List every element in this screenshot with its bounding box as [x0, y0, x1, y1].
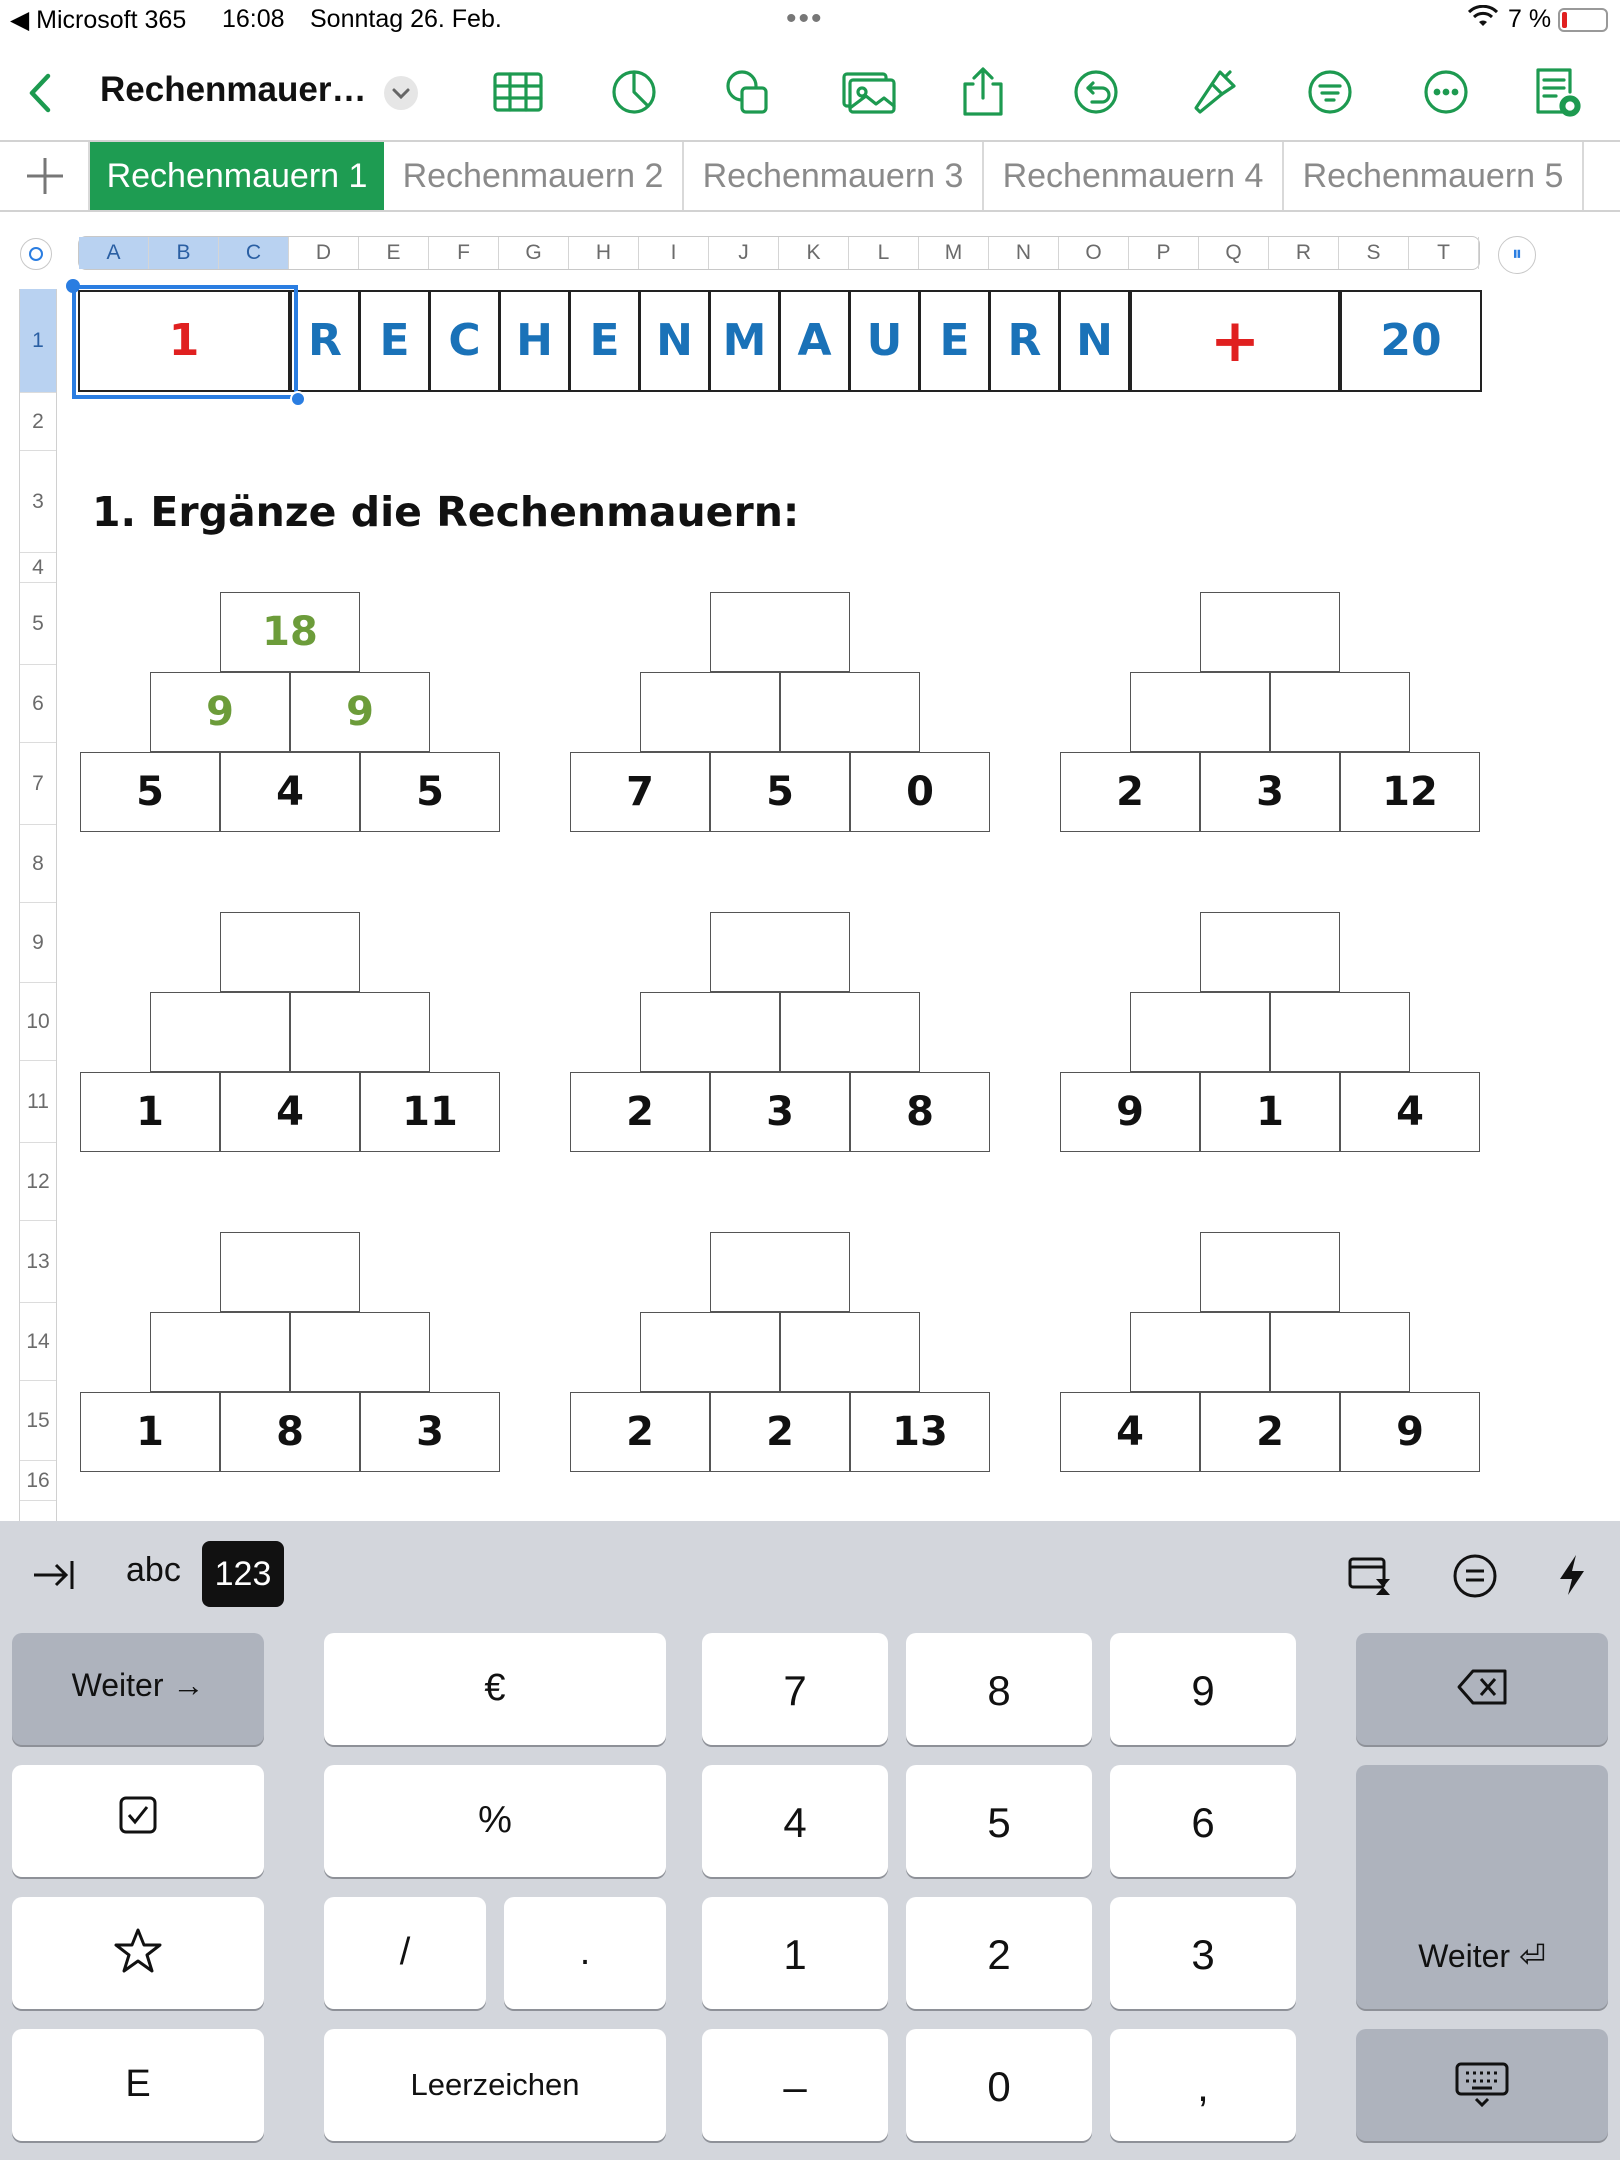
- tab-rechenmauern-1[interactable]: Rechenmauern 1: [90, 142, 384, 210]
- column-header-j[interactable]: J: [709, 237, 779, 269]
- wall-bottom-brick[interactable]: 3: [360, 1392, 500, 1472]
- column-header-q[interactable]: Q: [1199, 237, 1269, 269]
- row-header-15[interactable]: 15: [20, 1381, 56, 1461]
- status-time: 16:08: [222, 5, 285, 33]
- formula-equals-icon[interactable]: [1452, 1553, 1498, 1599]
- title-letter-cell[interactable]: [570, 290, 640, 392]
- cell-selection-outline[interactable]: [72, 285, 298, 399]
- key-minus[interactable]: [702, 2029, 888, 2141]
- key-label-n4: 4: [783, 1799, 807, 1846]
- checkbox-key[interactable]: [12, 1765, 264, 1877]
- column-header-g[interactable]: G: [499, 237, 569, 269]
- e-key[interactable]: [12, 2029, 264, 2141]
- wall-middle-brick[interactable]: [1130, 992, 1270, 1072]
- row-header-16[interactable]: 16: [20, 1461, 56, 1501]
- title-letter: N: [1076, 315, 1113, 366]
- review-icon[interactable]: [1528, 64, 1584, 120]
- toolbar: [0, 40, 1620, 140]
- column-header-b[interactable]: B: [149, 237, 219, 269]
- row-header-3[interactable]: 3: [20, 451, 56, 553]
- title-letter-cell[interactable]: [920, 290, 990, 392]
- key-label-minus: –: [783, 2063, 807, 2110]
- wall-middle-brick[interactable]: [150, 992, 290, 1072]
- wall-bottom-brick[interactable]: 2: [570, 1072, 710, 1152]
- key-label-n2: 2: [987, 1931, 1011, 1978]
- key-label-n5: 5: [987, 1799, 1011, 1846]
- wall-bottom-brick[interactable]: 12: [1340, 752, 1480, 832]
- page-number-cell[interactable]: [78, 290, 290, 392]
- column-header-n[interactable]: N: [989, 237, 1059, 269]
- back-chevron-icon[interactable]: [20, 68, 60, 118]
- wall-bottom-brick[interactable]: 2: [710, 1392, 850, 1472]
- share-icon[interactable]: [955, 64, 1011, 120]
- title-letter-cell[interactable]: [290, 290, 360, 392]
- wall-middle-brick[interactable]: 9: [290, 672, 430, 752]
- key-n8[interactable]: [906, 1633, 1092, 1745]
- keyboard-dismiss-icon: [1356, 2061, 1608, 2117]
- row-header-8[interactable]: 8: [20, 825, 56, 903]
- dot-key-label: .: [579, 1931, 591, 1973]
- rechenmauer-wall: [570, 912, 990, 1152]
- wall-bottom-brick[interactable]: 4: [1060, 1392, 1200, 1472]
- battery-percent: 7 %: [1508, 5, 1552, 33]
- key-label-n9: 9: [1191, 1667, 1215, 1714]
- column-header-r[interactable]: R: [1269, 237, 1339, 269]
- wall-bottom-brick[interactable]: 2: [1060, 752, 1200, 832]
- title-letter-cell[interactable]: [640, 290, 710, 392]
- rechenmauer-wall: [570, 1232, 990, 1472]
- back-app-label: Microsoft 365: [36, 6, 187, 34]
- column-header-d[interactable]: D: [289, 237, 359, 269]
- percent-key[interactable]: [324, 1765, 666, 1877]
- row-header-2[interactable]: 2: [20, 393, 56, 451]
- key-n5[interactable]: [906, 1765, 1092, 1877]
- title-letter: R: [1007, 315, 1042, 366]
- column-header-o[interactable]: O: [1059, 237, 1129, 269]
- undo-icon[interactable]: [1068, 64, 1124, 120]
- wall-middle-brick[interactable]: [1270, 672, 1410, 752]
- column-header-s[interactable]: S: [1339, 237, 1409, 269]
- tab-rechenmauern-5[interactable]: Rechenmauern 5: [1284, 142, 1584, 210]
- wall-bottom-brick[interactable]: 7: [570, 752, 710, 832]
- rechenmauer-wall: [1060, 592, 1480, 832]
- rechenmauer-wall: [80, 592, 500, 832]
- key-label-n7: 7: [783, 1667, 807, 1714]
- wall-middle-brick[interactable]: [780, 1312, 920, 1392]
- weiter-return-label: Weiter: [1418, 1938, 1511, 1974]
- wall-middle-brick[interactable]: [640, 1312, 780, 1392]
- chart-icon[interactable]: [606, 64, 662, 120]
- slash-key[interactable]: [324, 1897, 486, 2009]
- title-letter: H: [516, 315, 553, 366]
- column-header-k[interactable]: K: [779, 237, 849, 269]
- key-n9[interactable]: [1110, 1633, 1296, 1745]
- key-n7[interactable]: [702, 1633, 888, 1745]
- row-header-7[interactable]: 7: [20, 743, 56, 825]
- key-n3[interactable]: [1110, 1897, 1296, 2009]
- abc-mode-button[interactable]: abc: [126, 1551, 181, 1589]
- rechenmauer-wall: [570, 592, 990, 832]
- media-icon[interactable]: [840, 64, 896, 120]
- freeze-pane-handle-icon[interactable]: ⏸: [1498, 236, 1536, 274]
- wall-bottom-brick[interactable]: 5: [710, 752, 850, 832]
- key-n4[interactable]: [702, 1765, 888, 1877]
- key-n6[interactable]: [1110, 1765, 1296, 1877]
- column-header-bar[interactable]: [78, 236, 1480, 270]
- row-header-10[interactable]: 10: [20, 983, 56, 1061]
- shapes-icon[interactable]: [720, 64, 776, 120]
- weiter-return-button[interactable]: Weiter ⏎: [1356, 1765, 1608, 2009]
- key-label-n6: 6: [1191, 1799, 1215, 1846]
- dismiss-keyboard-key[interactable]: [1356, 2029, 1608, 2141]
- title-letter-cell[interactable]: [360, 290, 430, 392]
- column-header-e[interactable]: E: [359, 237, 429, 269]
- wifi-icon: [1468, 5, 1498, 36]
- column-header-f[interactable]: F: [429, 237, 499, 269]
- key-label-n8: 8: [987, 1667, 1011, 1714]
- row-header-bar[interactable]: [19, 289, 57, 1521]
- title-letter: E: [379, 315, 410, 366]
- percent-key-label: %: [478, 1799, 512, 1841]
- wall-bottom-brick[interactable]: 9: [1060, 1072, 1200, 1152]
- multitask-dots-icon[interactable]: •••: [786, 2, 824, 35]
- status-date: Sonntag 26. Feb.: [310, 5, 502, 33]
- wall-bottom-brick[interactable]: 2: [1200, 1392, 1340, 1472]
- select-all-button[interactable]: [20, 238, 52, 270]
- e-key-label: E: [125, 2063, 151, 2105]
- wall-top-brick[interactable]: 18: [220, 592, 360, 672]
- key-label-comma: ,: [1197, 2063, 1209, 2110]
- weiter-next-button[interactable]: Weiter →: [12, 1633, 264, 1745]
- page-number: 1: [168, 315, 200, 366]
- row-header-4[interactable]: 4: [20, 553, 56, 583]
- row-header-12[interactable]: 12: [20, 1143, 56, 1221]
- column-header-l[interactable]: L: [849, 237, 919, 269]
- wall-bottom-brick[interactable]: 4: [220, 1072, 360, 1152]
- tab-rechenmauern-2[interactable]: Rechenmauern 2: [384, 142, 684, 210]
- wall-bottom-brick[interactable]: 0: [850, 752, 990, 832]
- column-header-a[interactable]: A: [79, 237, 149, 269]
- comments-icon[interactable]: [1302, 64, 1358, 120]
- sheet-tab-bar: [0, 140, 1620, 212]
- column-header-h[interactable]: H: [569, 237, 639, 269]
- column-header-c[interactable]: C: [219, 237, 289, 269]
- slash-key-label: /: [399, 1931, 411, 1973]
- title-letter-cell[interactable]: [710, 290, 780, 392]
- wall-bottom-brick[interactable]: 8: [220, 1392, 360, 1472]
- row-header-5[interactable]: 5: [20, 583, 56, 665]
- range-max-cell[interactable]: [1340, 290, 1482, 392]
- format-brush-icon[interactable]: [1186, 64, 1242, 120]
- tab-rechenmauern-3[interactable]: Rechenmauern 3: [684, 142, 984, 210]
- euro-key-label: €: [484, 1667, 506, 1709]
- wall-bottom-brick[interactable]: 1: [1200, 1072, 1340, 1152]
- column-header-m[interactable]: M: [919, 237, 989, 269]
- operator-label: +: [1209, 306, 1261, 376]
- title-letter-cell[interactable]: [1060, 290, 1130, 392]
- wall-top-brick[interactable]: [1200, 912, 1340, 992]
- wall-middle-brick[interactable]: [780, 672, 920, 752]
- wall-middle-brick[interactable]: [290, 1312, 430, 1392]
- wall-bottom-brick[interactable]: 11: [360, 1072, 500, 1152]
- row-header-14[interactable]: 14: [20, 1303, 56, 1381]
- wall-middle-brick[interactable]: [780, 992, 920, 1072]
- key-n1[interactable]: [702, 1897, 888, 2009]
- wall-bottom-brick[interactable]: 5: [80, 752, 220, 832]
- quick-action-bolt-icon[interactable]: [1554, 1551, 1590, 1599]
- wall-bottom-brick[interactable]: 8: [850, 1072, 990, 1152]
- title-letter: E: [939, 315, 970, 366]
- wall-bottom-brick[interactable]: 1: [80, 1392, 220, 1472]
- key-n0[interactable]: [906, 2029, 1092, 2141]
- wall-middle-brick[interactable]: [1270, 992, 1410, 1072]
- rechenmauer-wall: [80, 1232, 500, 1472]
- tab-key-icon[interactable]: [30, 1555, 78, 1595]
- backspace-key[interactable]: [1356, 1633, 1608, 1745]
- title-letter: M: [722, 315, 767, 366]
- key-label-n3: 3: [1191, 1931, 1215, 1978]
- title-letter: N: [656, 315, 693, 366]
- wall-middle-brick[interactable]: [290, 992, 430, 1072]
- document-title[interactable]: Rechenmauer…: [100, 70, 367, 109]
- numeric-mode-button[interactable]: 123: [202, 1541, 284, 1607]
- euro-key[interactable]: [324, 1633, 666, 1745]
- title-letter: U: [866, 315, 903, 366]
- row-header-1[interactable]: 1: [20, 289, 56, 393]
- title-letter-cell[interactable]: [430, 290, 500, 392]
- wall-middle-brick[interactable]: [640, 672, 780, 752]
- operator-cell[interactable]: [1130, 290, 1340, 392]
- more-icon[interactable]: [1418, 64, 1474, 120]
- row-header-11[interactable]: 11: [20, 1061, 56, 1143]
- title-letter-cell[interactable]: [990, 290, 1060, 392]
- selection-handle-top[interactable]: [66, 279, 80, 293]
- backspace-icon: [1356, 1667, 1608, 1717]
- wall-middle-brick[interactable]: [1130, 1312, 1270, 1392]
- add-sheet-button[interactable]: [0, 142, 90, 210]
- title-letter-cell[interactable]: [780, 290, 850, 392]
- title-letter-cell[interactable]: [850, 290, 920, 392]
- wall-bottom-brick[interactable]: 4: [220, 752, 360, 832]
- table-icon[interactable]: [490, 64, 546, 120]
- title-letter: R: [308, 315, 342, 366]
- wall-top-brick[interactable]: [1200, 1232, 1340, 1312]
- wall-bottom-brick[interactable]: 13: [850, 1392, 990, 1472]
- row-header-13[interactable]: 13: [20, 1221, 56, 1303]
- wall-bottom-brick[interactable]: 2: [570, 1392, 710, 1472]
- checkbox-icon: [12, 1795, 264, 1845]
- title-letter: E: [589, 315, 620, 366]
- title-letter-cell[interactable]: [500, 290, 570, 392]
- weiter-next-label: Weiter: [71, 1667, 164, 1703]
- wall-middle-brick[interactable]: [1130, 672, 1270, 752]
- title-dropdown-chevron-icon[interactable]: [384, 76, 418, 110]
- key-label-n1: 1: [783, 1931, 807, 1978]
- wall-bottom-brick[interactable]: 9: [1340, 1392, 1480, 1472]
- wall-bottom-brick[interactable]: 1: [80, 1072, 220, 1152]
- status-bar: [0, 0, 1620, 40]
- wall-bottom-brick[interactable]: 3: [710, 1072, 850, 1152]
- wall-middle-brick[interactable]: [640, 992, 780, 1072]
- key-comma[interactable]: [1110, 2029, 1296, 2141]
- dot-key[interactable]: [504, 1897, 666, 2009]
- column-header-t[interactable]: T: [1409, 237, 1479, 269]
- rechenmauer-wall: [80, 912, 500, 1152]
- key-n2[interactable]: [906, 1897, 1092, 2009]
- wall-bottom-brick[interactable]: 3: [1200, 752, 1340, 832]
- star-icon: [12, 1927, 264, 1985]
- row-header-9[interactable]: 9: [20, 903, 56, 983]
- wall-top-brick[interactable]: [220, 912, 360, 992]
- selection-handle-bottom[interactable]: [290, 391, 306, 407]
- battery-icon: [1558, 8, 1608, 32]
- row-header-6[interactable]: 6: [20, 665, 56, 743]
- wall-bottom-brick[interactable]: 4: [1340, 1072, 1480, 1152]
- task-heading: 1. Ergänze die Rechenmauern:: [92, 488, 800, 536]
- wall-bottom-brick[interactable]: 5: [360, 752, 500, 832]
- title-letter: A: [797, 315, 832, 366]
- rechenmauer-wall: [1060, 1232, 1480, 1472]
- tab-rechenmauern-4[interactable]: Rechenmauern 4: [984, 142, 1284, 210]
- rechenmauer-wall: [1060, 912, 1480, 1152]
- title-letter: C: [448, 315, 481, 366]
- wall-top-brick[interactable]: [220, 1232, 360, 1312]
- wall-top-brick[interactable]: [710, 592, 850, 672]
- wall-top-brick[interactable]: [710, 1232, 850, 1312]
- key-label-n0: 0: [987, 2063, 1011, 2110]
- back-to-app[interactable]: ◀ Microsoft 365: [10, 6, 187, 34]
- column-header-i[interactable]: I: [639, 237, 709, 269]
- wall-top-brick[interactable]: [1200, 592, 1340, 672]
- column-header-p[interactable]: P: [1129, 237, 1199, 269]
- range-max: 20: [1380, 315, 1442, 366]
- space-key[interactable]: [324, 2029, 666, 2141]
- date-time-icon[interactable]: [1346, 1553, 1394, 1597]
- space-key-label: Leerzeichen: [410, 2067, 580, 2102]
- wall-middle-brick[interactable]: [1270, 1312, 1410, 1392]
- wall-top-brick[interactable]: [710, 912, 850, 992]
- star-rating-key[interactable]: [12, 1897, 264, 2009]
- wall-middle-brick[interactable]: 9: [150, 672, 290, 752]
- numeric-keyboard: [0, 1521, 1620, 2160]
- wall-middle-brick[interactable]: [150, 1312, 290, 1392]
